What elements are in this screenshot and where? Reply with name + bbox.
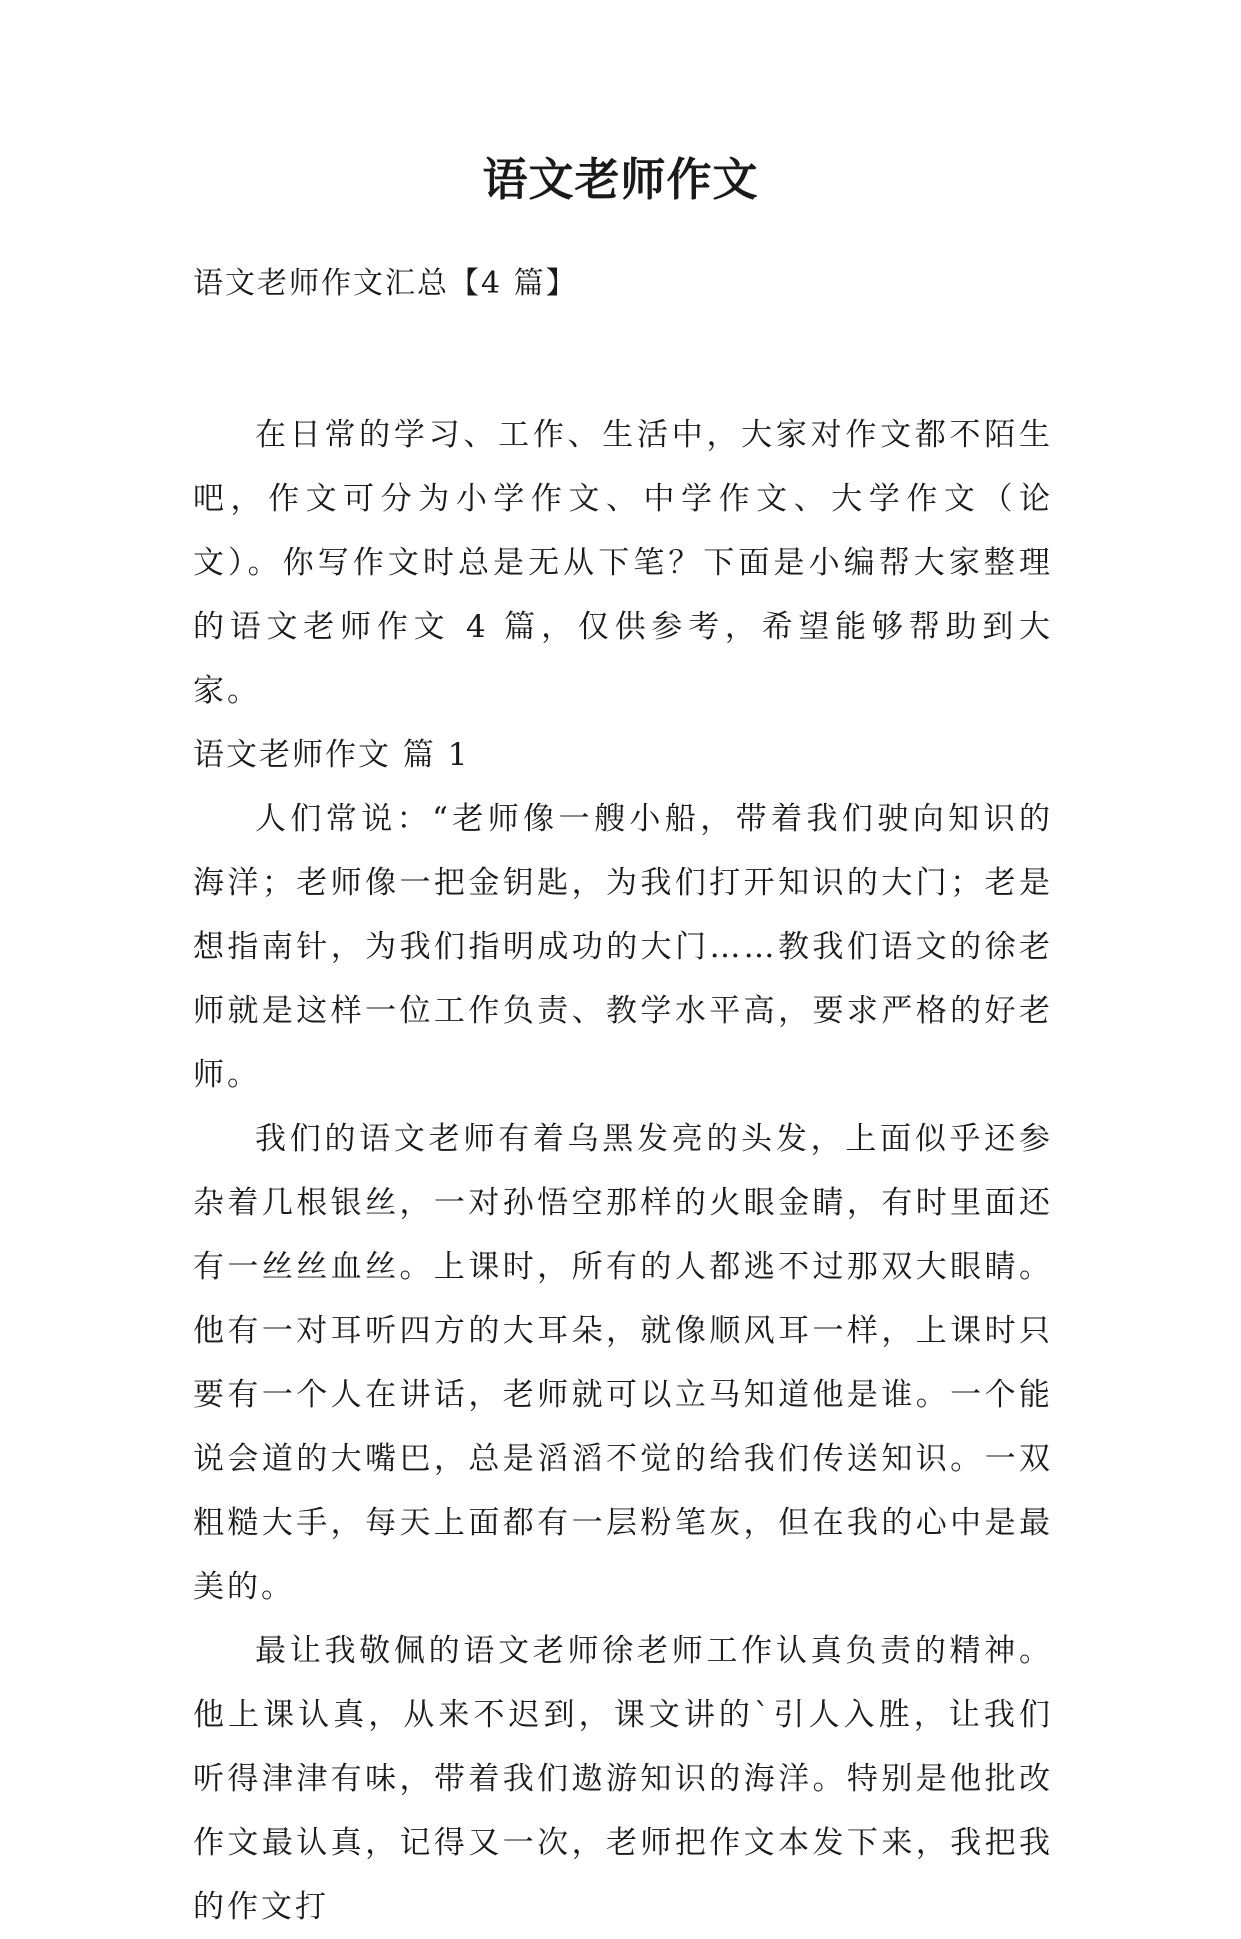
document-subtitle: 语文老师作文汇总【4 篇】	[193, 266, 578, 301]
section-heading: 语文老师作文 篇 1	[193, 737, 470, 773]
document-body	[193, 403, 1053, 1939]
body-paragraph-3: 最让我敬佩的语文老师徐老师工作认真负责的精神。他上课认真，从来不迟到，课文讲的`引人入胜，让我们听得津津有味，带着我们遨游知识的海洋。特别是他批改作文最认真，记得又一次，老师把作文本发下来，我把我的作文打	[193, 1633, 1053, 1925]
intro-paragraph: 在日常的学习、工作、生活中，大家对作文都不陌生吧，作文可分为小学作文、中学作文、大学作文（论文）。你写作文时总是无从下笔？下面是小编帮大家整理的语文老师作文 4 篇，仅供参考，希望能够帮助到大家。	[193, 417, 1053, 709]
document-title: 语文老师作文	[482, 153, 759, 206]
body-paragraph-1: 人们常说：“老师像一艘小船，带着我们驶向知识的海洋；老师像一把金钥匙，为我们打开知识的大门；老是想指南针，为我们指明成功的大门……教我们语文的徐老师就是这样一位工作负责、教学水平高，要求严格的好老师。	[193, 801, 1053, 1093]
body-paragraph-2: 我们的语文老师有着乌黑发亮的头发，上面似乎还参杂着几根银丝，一对孙悟空那样的火眼金睛，有时里面还有一丝丝血丝。上课时，所有的人都逃不过那双大眼睛。他有一对耳听四方的大耳朵，就像顺风耳一样，上课时只要有一个人在讲话，老师就可以立马知道他是谁。一个能说会道的大嘴巴，总是滔滔不觉的给我们传送知识。一双粗糙大手，每天上面都有一层粉笔灰，但在我的心中是最美的。	[193, 1121, 1053, 1605]
